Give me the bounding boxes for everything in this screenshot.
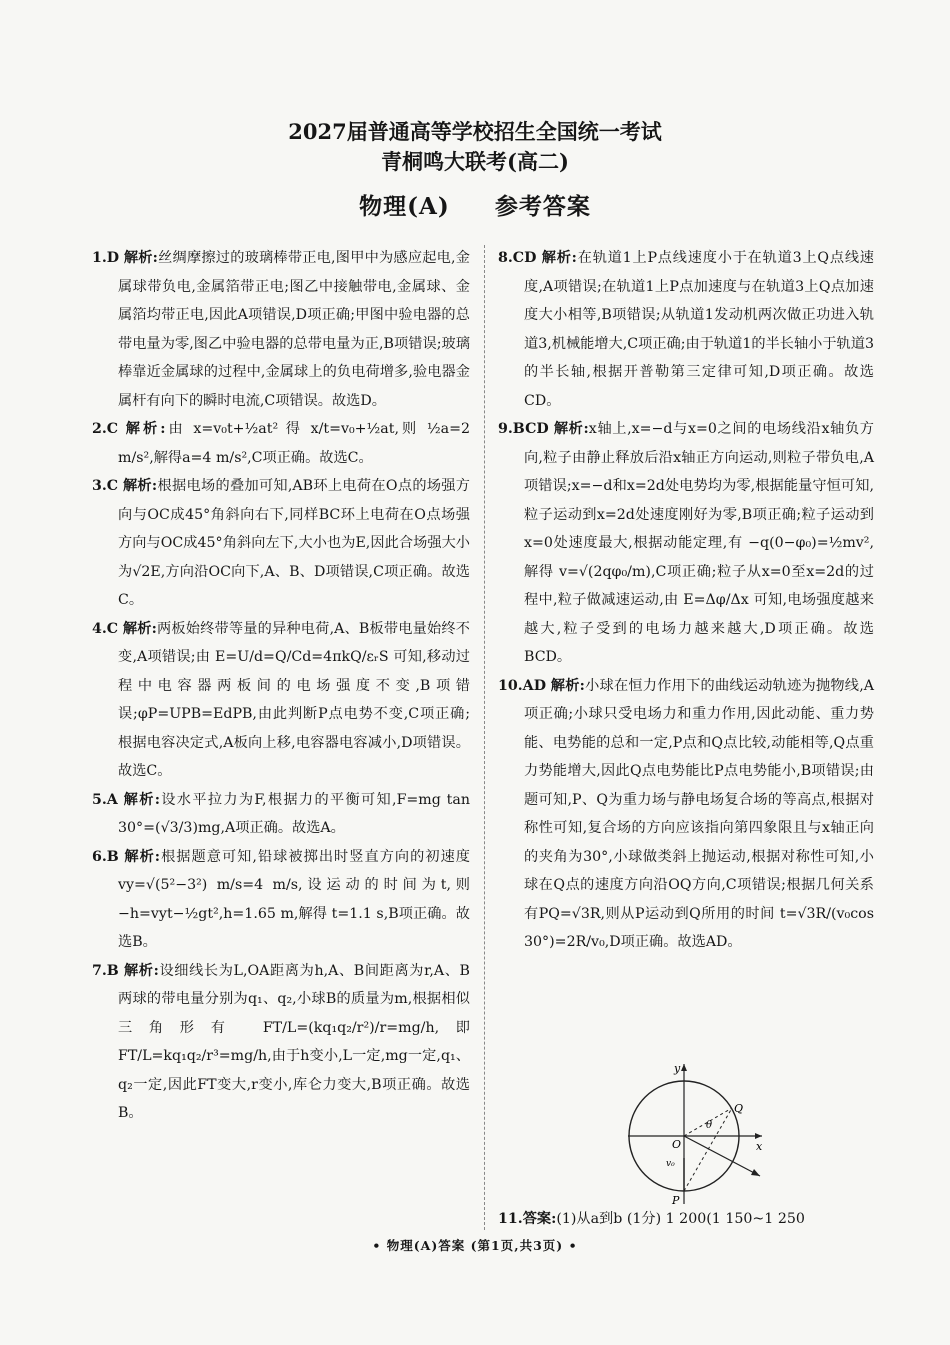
answer-item (92, 472, 470, 615)
answer-label: 解析: (122, 620, 157, 637)
answer-label: 解析: (553, 421, 589, 437)
origin-label: O (672, 1138, 682, 1151)
field-arrow-head (751, 1169, 760, 1176)
subject-title (0, 188, 950, 221)
answer-label: 解析: (124, 848, 161, 865)
answer-label: 解析: (122, 478, 158, 494)
answer-label: 解析: (123, 962, 159, 979)
answer-number: 5.A (92, 791, 118, 808)
answer-text: 根据电场的叠加可知,AB环上电荷在O点的场强方向与OC成45°角斜向右下,同样BC环上电荷在O点场强方向与OC成45°角斜向左下,大小也为E,因此合场强大小为√2E,方向沿OC向下,A、B、D项错误,C项正确。故选C。 (118, 478, 470, 608)
answer-label: 解析: (125, 421, 166, 437)
answer-text: 设细线长为L,OA距离为h,A、B间距离为r,A、B两球的带电量分别为q₁、q₂,小球B的质量为m,根据相似三角形有 FT/L=(kq₁q₂/r²)/r=mg/h,即 FT/L=kq₁q₂/r³=mg/h,由于h变小,L一定,mg一定,q₁、q₂一定,因此FT变大,r变小,库仑力变大,B项正确。故选B。 (118, 962, 470, 1121)
left-column (92, 244, 470, 1128)
theta-label: θ (706, 1120, 713, 1131)
answer-item (92, 957, 470, 1128)
answer-label: 解析: (541, 250, 577, 266)
doc-type: 参考答案 (494, 193, 591, 220)
subject-name: 物理(A) (359, 193, 450, 220)
answer-label: 解析: (550, 677, 585, 694)
exam-title: 2027届普通高等学校招生全国统一考试 (288, 119, 662, 144)
answer-text: 小球在恒力作用下的曲线运动轨迹为抛物线,A项正确;小球只受电场力和重力作用,因此动能、重力势能、电势能的总和一定,P点和Q点比较,动能相等,Q点重力势能增大,因此Q点电势能比P点电势能小,B项错误;由题可知,P、Q为重力场与静电场复合场的等高点,根据对称性可知,复合场的方向应该指向第四象限且与x轴正向的夹角为30°,小球做类斜上抛运动,根据对称性可知,小球在Q点的速度方向沿OQ方向,C项错误;根据几何关系有PQ=√3R,则从P运动到Q所用的时间 t=√3R/(v₀cos 30°)=2R/v₀,D项正确。故选AD。 (524, 677, 874, 950)
answer-number: 8.CD (498, 250, 537, 266)
answer-number: 3.C (92, 478, 119, 494)
x-axis-arrow (755, 1133, 762, 1139)
y-label: y (674, 1062, 681, 1075)
p-label: P (672, 1194, 680, 1207)
answer-number: 6.B (92, 848, 119, 865)
v0-label: v₀ (666, 1159, 675, 1169)
answer-number: 7.B (92, 962, 119, 979)
answer-text: (1)从a到b (1分) 1 200(1 150~1 250 (556, 1211, 805, 1227)
answer-number: 1.D (92, 250, 120, 266)
field-arrow (684, 1136, 760, 1176)
x-label: x (756, 1140, 763, 1153)
answer-text: 由 x=v₀t+½at² 得 x/t=v₀+½at,则 ½a=2 m/s²,解得a=4 m/s²,C项正确。故选C。 (118, 421, 470, 466)
answer-item (92, 843, 470, 957)
answer-text: x轴上,x=−d与x=0之间的电场线沿x轴负方向,粒子由静止释放后沿x轴正方向运动,则粒子带负电,A项错误;x=−d和x=2d处电势均为零,根据能量守恒可知,粒子运动到x=2d处速度刚好为零,B项正确;粒子运动到x=0处速度最大,根据动能定理,有 −q(0−φ₀)=½mv²,解得 v=√(2qφ₀/m),C项正确;粒子从x=0至x=2d的过程中,粒子做减速运动,由 E=Δφ/Δx 可知,电场强度越来越大,粒子受到的电场力越来越大,D项正确。故选BCD。 (524, 421, 874, 665)
answer-text: 丝绸摩擦过的玻璃棒带正电,图甲中为感应起电,金属球带负电,金属箔带正电;图乙中接触带电,金属球、金属箔均带正电,因此A项错误,D项正确;甲图中验电器的总带电量为零,图乙中验电器的总带电量为正,B项错误;玻璃棒靠近金属球的过程中,金属球上的负电荷增多,验电器金属杆有向下的瞬时电流,C项错误。故选D。 (118, 250, 470, 409)
exam-subtitle: 青桐鸣大联考(高二) (381, 149, 569, 174)
page-footer: • 物理(A)答案 (第1页,共3页) • (372, 1238, 578, 1253)
answer-item (498, 415, 874, 672)
answer-text: 两板始终带等量的异种电荷,A、B板带电量始终不变,A项错误;由 E=U/d=Q/Cd=4πkQ/εᵣS 可知,移动过程中电容器两板间的电场强度不变,B项错误;φP=UPB=EdPB,由此判断P点电势不变,C项正确;根据电容决定式,A板向上移,电容器电容减小,D项错误。故选C。 (118, 620, 470, 779)
answer-item (92, 786, 470, 843)
answer-text: 在轨道1上P点线速度小于在轨道3上Q点线速度,A项错误;在轨道1上P点加速度与在轨道3上Q点加速度大小相等,B项错误;从轨道1发动机两次做正功进入轨道3,机械能增大,C项正确;由于轨道1的半长轴小于轨道3的半长轴,根据开普勒第三定律可知,D项正确。故选CD。 (524, 250, 874, 409)
answer-number: 4.C (92, 620, 119, 637)
circle-figure (620, 1058, 770, 1208)
answer-11 (498, 1205, 805, 1233)
answer-number: 11. (498, 1211, 523, 1227)
answer-label: 解析: (123, 250, 158, 266)
answer-text: 根据题意可知,铅球被掷出时竖直方向的初速度 vy=√(5²−3²) m/s=4 m/s,设运动的时间为t,则 −h=vyt−½gt²,h=1.65 m,解得 t=1.1 s,B项正确。故选B。 (118, 848, 470, 950)
answer-number: 2.C (92, 421, 119, 437)
q-label: Q (734, 1102, 744, 1115)
answer-number: 10.AD (498, 677, 546, 694)
answer-number: 9.BCD (498, 421, 549, 437)
right-column (498, 244, 874, 957)
column-divider (484, 245, 485, 1230)
answer-item (92, 615, 470, 786)
answer-item (92, 244, 470, 415)
answer-item (498, 672, 874, 957)
y-axis-arrow (681, 1064, 687, 1071)
answer-label: 答案: (522, 1211, 557, 1227)
answer-item (92, 415, 470, 472)
answer-label: 解析: (123, 791, 160, 808)
answer-text: 设水平拉力为F,根据力的平衡可知,F=mg tan 30°=(√3/3)mg,A项正确。故选A。 (118, 791, 470, 836)
answer-item (498, 244, 874, 415)
